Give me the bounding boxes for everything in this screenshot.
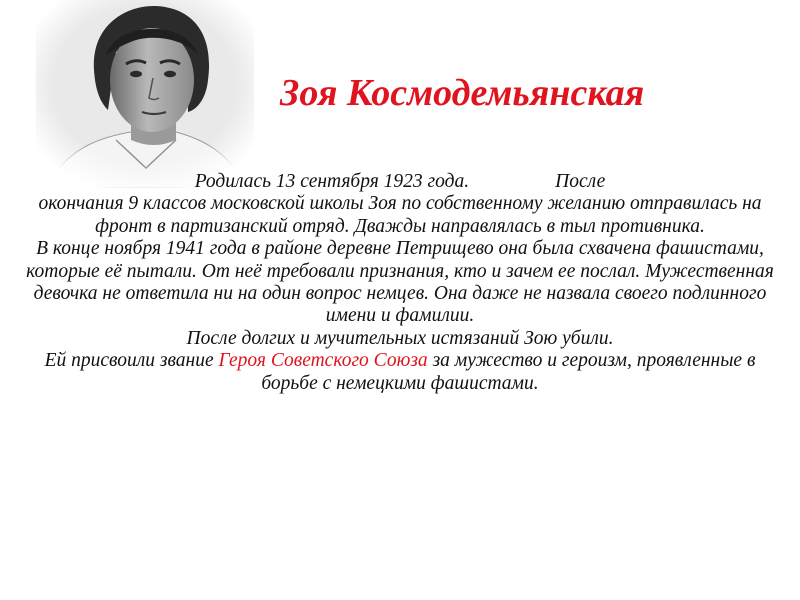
page-title: Зоя Космодемьянская [280,72,645,114]
award-text-after: за мужество и героизм, проявленные в борьбе с немецкими фашистами. [261,350,756,394]
paragraph-3: После долгих и мучительных истязаний Зою убили. [186,327,614,349]
portrait-image [36,0,254,188]
first-line [20,171,780,193]
portrait-photo [36,0,254,188]
paragraph-4 [20,350,780,395]
after-word: После [555,171,606,192]
award-text-before: Ей присвоили звание [44,350,219,372]
paragraph-2: В конце ноября 1941 года в районе деревне Петрищево она была схвачена фашистами, которые её пытали. От неё требовали признания, кто и зачем ее послал. Мужественная девочка не ответила ни на один вопрос немцев. Она даже не назвала своего подлинного имени и фамилии. [26,238,774,327]
paragraph-1: окончания 9 классов московской школы Зоя по собственному желанию отправилась на фронт в партизанский отряд. Дважды направлялась в тыл противника. [38,193,762,237]
birth-date-text: Родилась 13 сентября 1923 года. [194,171,470,192]
biography-text [20,171,780,395]
hero-title-link[interactable]: Героя Советского Союза [218,350,428,372]
